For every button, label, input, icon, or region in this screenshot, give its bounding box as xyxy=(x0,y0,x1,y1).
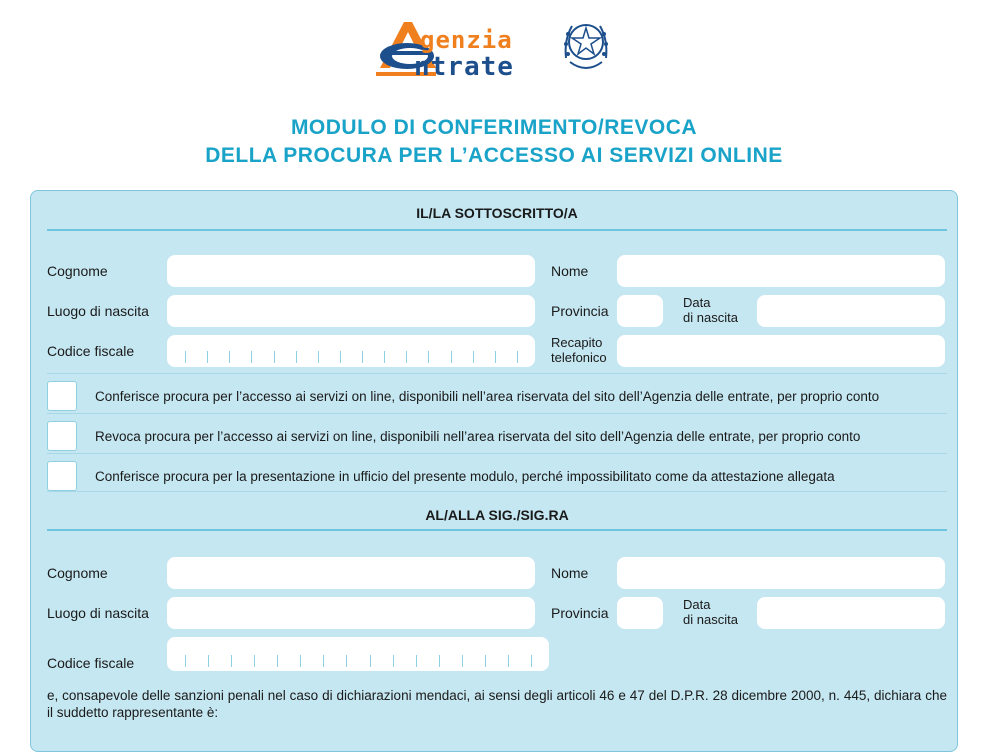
codice-fiscale-separator xyxy=(323,655,324,667)
label-data-nascita-2 xyxy=(683,597,738,627)
codice-fiscale-separator xyxy=(229,351,230,363)
codice-fiscale-separator xyxy=(462,655,463,667)
cognome-field-2[interactable] xyxy=(167,557,535,589)
codice-fiscale-separator xyxy=(495,351,496,363)
form-title-line2: DELLA PROCURA PER L’ACCESSO AI SERVIZI ONLINE xyxy=(205,144,783,167)
codice-fiscale-separator xyxy=(473,351,474,363)
label-data-nascita xyxy=(683,295,738,325)
codice-fiscale-separator xyxy=(185,655,186,667)
label-provincia: Provincia xyxy=(551,303,609,319)
label-nome-2: Nome xyxy=(551,565,589,581)
label-codice-fiscale-2: Codice fiscale xyxy=(47,655,135,671)
codice-fiscale-separator xyxy=(274,351,275,363)
section-heading-sig: AL/ALLA SIG./SIG.RA xyxy=(425,507,569,523)
label-luogo-nascita: Luogo di nascita xyxy=(47,303,149,319)
option-conferisce-procura: Conferisce procura per l’accesso ai servizi on line, disponibili nell’area riservata del sito dell’Agenzia delle entrate, per proprio conto xyxy=(95,389,880,404)
codice-fiscale-separator xyxy=(508,655,509,667)
section-divider xyxy=(47,529,947,531)
codice-fiscale-separator xyxy=(296,351,297,363)
codice-fiscale-separator xyxy=(485,655,486,667)
codice-fiscale-separator xyxy=(531,655,532,667)
label-recapito-telefonico xyxy=(551,335,607,365)
codice-fiscale-field[interactable] xyxy=(167,335,535,367)
label-telefonico: telefonico xyxy=(551,350,607,365)
codice-fiscale-separator xyxy=(207,351,208,363)
codice-fiscale-separator xyxy=(231,655,232,667)
codice-fiscale-separator xyxy=(362,351,363,363)
label-cognome-2: Cognome xyxy=(47,565,108,581)
codice-fiscale-separator xyxy=(254,655,255,667)
data-nascita-field-2[interactable] xyxy=(757,597,945,629)
label-di-nascita-2: di nascita xyxy=(683,612,738,627)
logo-word-genzia: genzia xyxy=(420,26,513,54)
declaration-text: e, consapevole delle sanzioni penali nel caso di dichiarazioni mendaci, ai sensi degli articoli 46 e 47 del D.P.R. 28 dicembre 2000, n. 445, dichiara che il suddetto rappresentante è: xyxy=(47,688,947,720)
form-title-line1: MODULO DI CONFERIMENTO/REVOCA xyxy=(290,116,698,139)
codice-fiscale-separator xyxy=(517,351,518,363)
codice-fiscale-separator xyxy=(416,655,417,667)
data-nascita-field[interactable] xyxy=(757,295,945,327)
luogo-nascita-field-2[interactable] xyxy=(167,597,535,629)
row-divider xyxy=(47,373,947,374)
codice-fiscale-separator xyxy=(393,655,394,667)
codice-fiscale-separator xyxy=(185,351,186,363)
luogo-nascita-field[interactable] xyxy=(167,295,535,327)
codice-fiscale-separator xyxy=(384,351,385,363)
section-heading-sottoscritto: IL/LA SOTTOSCRITTO/A xyxy=(416,205,578,221)
label-di-nascita: di nascita xyxy=(683,310,738,325)
codice-fiscale-separator xyxy=(451,351,452,363)
logo-word-ntrate: ntrate xyxy=(414,52,514,82)
label-cognome: Cognome xyxy=(47,263,108,279)
option-revoca-procura: Revoca procura per l’accesso ai servizi on line, disponibili nell’area riservata del sito dell’Agenzia delle entrate, per proprio conto xyxy=(95,429,861,444)
label-provincia-2: Provincia xyxy=(551,605,609,621)
row-divider xyxy=(47,413,947,414)
cognome-field[interactable] xyxy=(167,255,535,287)
codice-fiscale-separator xyxy=(277,655,278,667)
codice-fiscale-separator xyxy=(406,351,407,363)
nome-field[interactable] xyxy=(617,255,945,287)
recapito-telefonico-field[interactable] xyxy=(617,335,945,367)
italian-republic-emblem-icon xyxy=(560,16,612,76)
provincia-field[interactable] xyxy=(617,295,663,327)
codice-fiscale-separator xyxy=(208,655,209,667)
label-data: Data xyxy=(683,295,711,310)
provincia-field-2[interactable] xyxy=(617,597,663,629)
codice-fiscale-separator xyxy=(318,351,319,363)
label-recapito: Recapito xyxy=(551,335,603,350)
checkbox-procura-ufficio[interactable] xyxy=(47,461,77,491)
codice-fiscale-separator xyxy=(340,351,341,363)
codice-fiscale-separator xyxy=(300,655,301,667)
codice-fiscale-separator xyxy=(439,655,440,667)
label-data-2: Data xyxy=(683,597,711,612)
label-codice-fiscale: Codice fiscale xyxy=(47,343,135,359)
row-divider xyxy=(47,491,947,492)
checkbox-revoca-procura[interactable] xyxy=(47,421,77,451)
option-procura-ufficio: Conferisce procura per la presentazione in ufficio del presente modulo, perché impossibilitato come da attestazione allegata xyxy=(95,469,835,484)
codice-fiscale-separator xyxy=(428,351,429,363)
nome-field-2[interactable] xyxy=(617,557,945,589)
section-divider xyxy=(47,229,947,231)
codice-fiscale-field-2[interactable] xyxy=(167,637,549,671)
checkbox-conferisce-procura[interactable] xyxy=(47,381,77,411)
codice-fiscale-separator xyxy=(370,655,371,667)
form-panel xyxy=(30,190,958,752)
codice-fiscale-separator xyxy=(251,351,252,363)
label-nome: Nome xyxy=(551,263,589,279)
codice-fiscale-separator xyxy=(346,655,347,667)
label-luogo-nascita-2: Luogo di nascita xyxy=(47,605,149,621)
row-divider xyxy=(47,453,947,454)
